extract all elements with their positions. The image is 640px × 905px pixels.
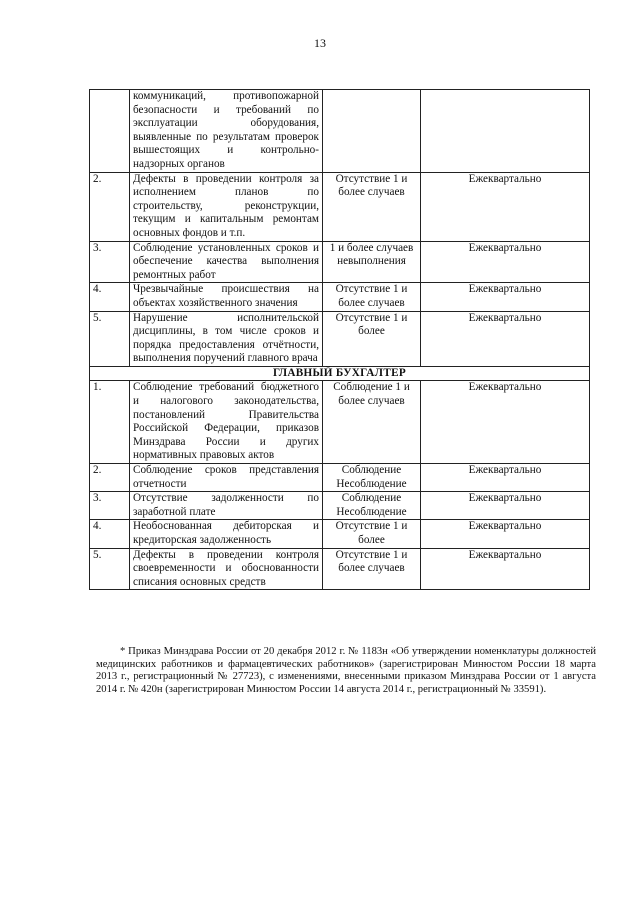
table-row [90, 548, 590, 590]
table-row [90, 90, 590, 173]
row-criterion [323, 90, 421, 173]
row-frequency: Ежеквартально [421, 492, 590, 520]
table-row [90, 283, 590, 311]
row-frequency: Ежеквартально [421, 520, 590, 548]
row-description: Отсутствие задолженности по заработной плате [130, 492, 323, 520]
section-row [90, 366, 590, 381]
row-criterion: Отсутствие 1 и более случаев [323, 283, 421, 311]
row-number: 3. [90, 492, 130, 520]
row-number: 5. [90, 311, 130, 366]
footnote: * Приказ Минздрава России от 20 декабря 2012 г. № 1183н «Об утверждении номенклатуры должностей медицинских работников и фармацевтических работников» (зарегистрирован Минюстом России 18 марта 2013 г., регистрационный № 27723), с изменениями, внесенными приказом Минздрава России от 1 августа 2014 г. № 420н (зарегистрирован Минюстом России 14 августа 2014 г., регистрационный № 33591). [96, 646, 596, 695]
table-row [90, 381, 590, 464]
row-description: Соблюдение сроков представления отчетности [130, 464, 323, 492]
row-criterion: Отсутствие 1 и более случаев [323, 172, 421, 241]
section-title: ГЛАВНЫЙ БУХГАЛТЕР [90, 366, 590, 381]
row-frequency: Ежеквартально [421, 311, 590, 366]
page-number: 13 [314, 36, 326, 50]
row-description: Необоснованная дебиторская и кредиторская задолженность [130, 520, 323, 548]
row-criterion: Отсутствие 1 и более случаев [323, 548, 421, 590]
row-number: 4. [90, 520, 130, 548]
row-frequency: Ежеквартально [421, 172, 590, 241]
row-criterion: Отсутствие 1 и более [323, 520, 421, 548]
row-frequency: Ежеквартально [421, 381, 590, 464]
row-number: 2. [90, 172, 130, 241]
table-row [90, 311, 590, 366]
row-frequency: Ежеквартально [421, 548, 590, 590]
row-description: коммуникаций, противопожарной безопасности и требований по эксплуатации оборудования, выявленные по результатам проверок вышестоящих и контрольно-надзорных органов [130, 90, 323, 173]
row-description: Чрезвычайные происшествия на объектах хозяйственного значения [130, 283, 323, 311]
row-frequency: Ежеквартально [421, 241, 590, 283]
row-frequency: Ежеквартально [421, 283, 590, 311]
row-number: 4. [90, 283, 130, 311]
row-description: Дефекты в проведении контроля за исполнением планов по строительству, реконструкции, текущим и капитальным ремонтам основных фондов и т.п. [130, 172, 323, 241]
table-row [90, 464, 590, 492]
row-frequency [421, 90, 590, 173]
row-description: Соблюдение установленных сроков и обеспечение качества выполнения ремонтных работ [130, 241, 323, 283]
row-description: Дефекты в проведении контроля своевременности и обоснованности списания основных средств [130, 548, 323, 590]
row-description: Соблюдение требований бюджетного и налогового законодательства, постановлений Правительства Российской Федерации, приказов Минздрава России и других нормативных правовых актов [130, 381, 323, 464]
row-criterion: Отсутствие 1 и более [323, 311, 421, 366]
row-description: Нарушение исполнительской дисциплины, в том числе сроков и порядка предоставления отчётности, выполнения поручений главного врача [130, 311, 323, 366]
criteria-table [89, 89, 590, 590]
table-row [90, 520, 590, 548]
row-number: 3. [90, 241, 130, 283]
row-criterion: 1 и более случаев невыполнения [323, 241, 421, 283]
table-row [90, 241, 590, 283]
row-frequency: Ежеквартально [421, 464, 590, 492]
table-row [90, 492, 590, 520]
row-criterion: Соблюдение Несоблюдение [323, 464, 421, 492]
row-number: 1. [90, 381, 130, 464]
row-criterion: Соблюдение Несоблюдение [323, 492, 421, 520]
table-row [90, 172, 590, 241]
row-number [90, 90, 130, 173]
row-criterion: Соблюдение 1 и более случаев [323, 381, 421, 464]
row-number: 2. [90, 464, 130, 492]
row-number: 5. [90, 548, 130, 590]
